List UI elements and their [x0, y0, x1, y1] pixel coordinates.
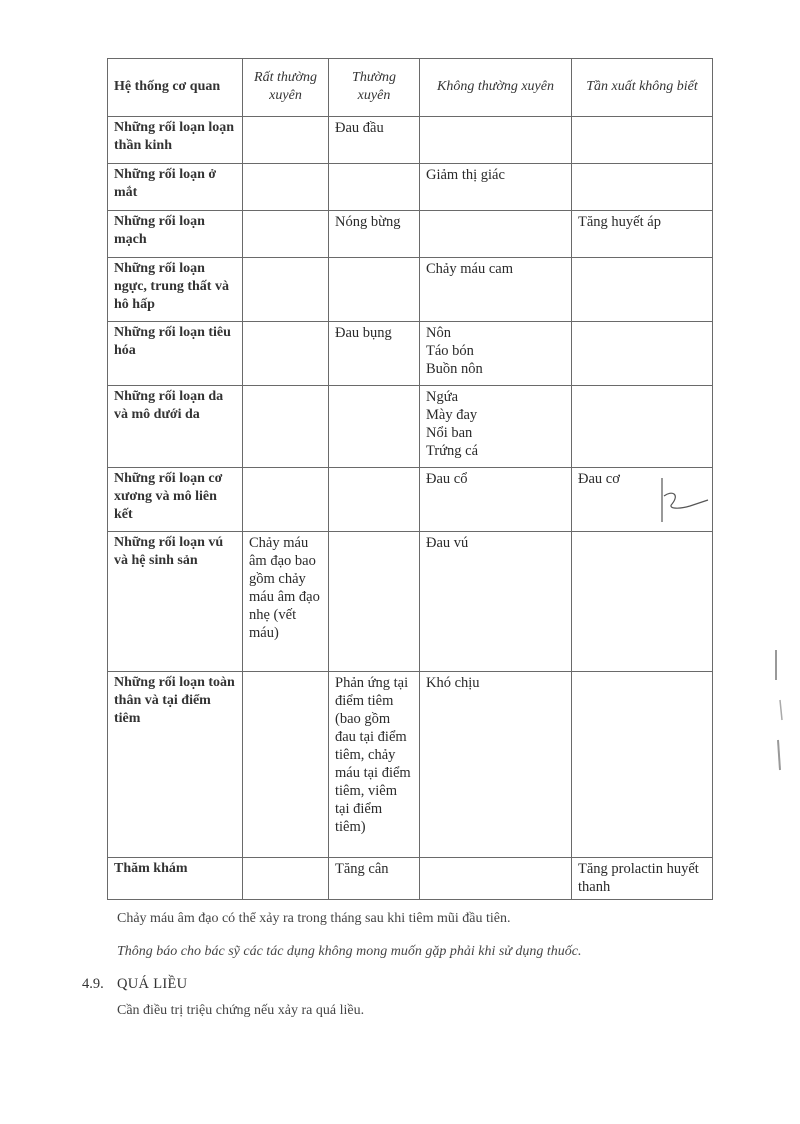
organ-system-cell: Những rối loạn toàn thân và tại điểm tiêm: [108, 672, 243, 858]
common-cell: [329, 117, 420, 164]
header-uncommon: Không thường xuyên: [420, 59, 572, 117]
very-common-cell: [243, 258, 329, 322]
effect-text: Giảm thị giác: [426, 167, 505, 183]
common-cell: [329, 532, 420, 672]
common-cell: [329, 322, 420, 386]
table-row: [108, 858, 713, 900]
margin-scan-mark: [770, 640, 790, 780]
effect-text: Tăng cân: [335, 861, 389, 877]
overdose-text: Cần điều trị triệu chứng nếu xảy ra quá liều.: [117, 1003, 365, 1018]
organ-system-cell: Những rối loạn mạch: [108, 211, 243, 258]
effect-text: Nôn: [426, 325, 451, 341]
unknown-cell: [572, 386, 713, 468]
organ-system-cell: Những rối loạn cơ xương và mô liên kết: [108, 468, 243, 532]
very-common-cell: [243, 468, 329, 532]
table-row: [108, 672, 713, 858]
table-body: [108, 117, 713, 900]
report-side-effects-notice: Thông báo cho bác sỹ các tác dụng không mong muốn gặp phải khi sử dụng thuốc.: [117, 944, 582, 959]
effect-text: Phản ứng tại điểm tiêm (bao gồm đau tại điểm tiêm, chảy máu tại điểm tiêm, viêm tại điểm tiêm): [335, 675, 411, 835]
table-row: [108, 117, 713, 164]
table-row: [108, 211, 713, 258]
organ-system-cell: Những rối loạn tiêu hóa: [108, 322, 243, 386]
effect-text: Mày đay: [426, 407, 478, 423]
unknown-cell: [572, 532, 713, 672]
very-common-cell: [243, 386, 329, 468]
organ-system-cell: Những rối loạn loạn thần kinh: [108, 117, 243, 164]
uncommon-cell: [420, 211, 572, 258]
common-cell: [329, 386, 420, 468]
effect-text: Táo bón: [426, 343, 474, 359]
very-common-cell: [243, 532, 329, 672]
uncommon-cell: [420, 532, 572, 672]
uncommon-cell: [420, 258, 572, 322]
unknown-cell: [572, 164, 713, 211]
unknown-cell: [572, 672, 713, 858]
unknown-cell: [572, 117, 713, 164]
effect-text: Chảy máu cam: [426, 261, 513, 277]
very-common-cell: [243, 322, 329, 386]
uncommon-cell: [420, 164, 572, 211]
common-cell: [329, 672, 420, 858]
uncommon-cell: [420, 322, 572, 386]
table-row: [108, 164, 713, 211]
unknown-cell: [572, 258, 713, 322]
effect-text: Đau đầu: [335, 120, 384, 136]
organ-system-cell: Những rối loạn vú và hệ sinh sản: [108, 532, 243, 672]
unknown-cell: [572, 858, 713, 900]
table-row: [108, 532, 713, 672]
effect-text: Đau cổ: [426, 471, 468, 487]
effect-text: Buồn nôn: [426, 361, 483, 377]
effect-text: Đau vú: [426, 535, 469, 551]
effect-text: Tăng prolactin huyết thanh: [578, 861, 699, 895]
very-common-cell: [243, 858, 329, 900]
header-unknown-frequency: Tần xuất không biết: [572, 59, 713, 117]
effect-text: Trứng cá: [426, 443, 479, 459]
effect-text: Ngứa: [426, 389, 459, 405]
table-header-row: [108, 59, 713, 117]
vaginal-bleeding-note: Chảy máu âm đạo có thể xảy ra trong tháng sau khi tiêm mũi đầu tiên.: [117, 911, 511, 926]
uncommon-cell: [420, 117, 572, 164]
effect-text: Đau cơ: [578, 471, 620, 487]
uncommon-cell: [420, 386, 572, 468]
organ-system-cell: Những rối loạn ngực, trung thất và hô hấp: [108, 258, 243, 322]
effect-text: Tăng huyết áp: [578, 214, 661, 230]
very-common-cell: [243, 164, 329, 211]
very-common-cell: [243, 672, 329, 858]
uncommon-cell: [420, 468, 572, 532]
effect-text: Chảy máu âm đạo bao gồm chảy máu âm đạo nhẹ (vết máu): [249, 535, 320, 641]
common-cell: [329, 258, 420, 322]
effect-text: Đau bụng: [335, 325, 392, 341]
uncommon-cell: [420, 858, 572, 900]
section-title: QUÁ LIỀU: [117, 976, 188, 992]
common-cell: [329, 858, 420, 900]
organ-system-cell: Những rối loạn ở mắt: [108, 164, 243, 211]
header-organ-system: Hệ thống cơ quan: [108, 59, 243, 117]
very-common-cell: [243, 211, 329, 258]
unknown-cell: [572, 322, 713, 386]
table-row: [108, 258, 713, 322]
common-cell: [329, 211, 420, 258]
common-cell: [329, 468, 420, 532]
uncommon-cell: [420, 672, 572, 858]
effect-text: Nổi ban: [426, 425, 473, 441]
header-common: Thường xuyên: [329, 59, 420, 117]
unknown-cell: [572, 211, 713, 258]
organ-system-cell: Thăm khám: [108, 858, 243, 900]
table-row: [108, 386, 713, 468]
handwritten-signature: [650, 476, 710, 526]
very-common-cell: [243, 117, 329, 164]
table-row: [108, 322, 713, 386]
header-very-common: Rất thường xuyên: [243, 59, 329, 117]
table-row: [108, 468, 713, 532]
adverse-effects-table: [107, 58, 713, 900]
section-number: 4.9.: [82, 976, 104, 992]
effect-text: Khó chịu: [426, 675, 480, 691]
effect-text: Nóng bừng: [335, 214, 401, 230]
organ-system-cell: Những rối loạn da và mô dưới da: [108, 386, 243, 468]
common-cell: [329, 164, 420, 211]
